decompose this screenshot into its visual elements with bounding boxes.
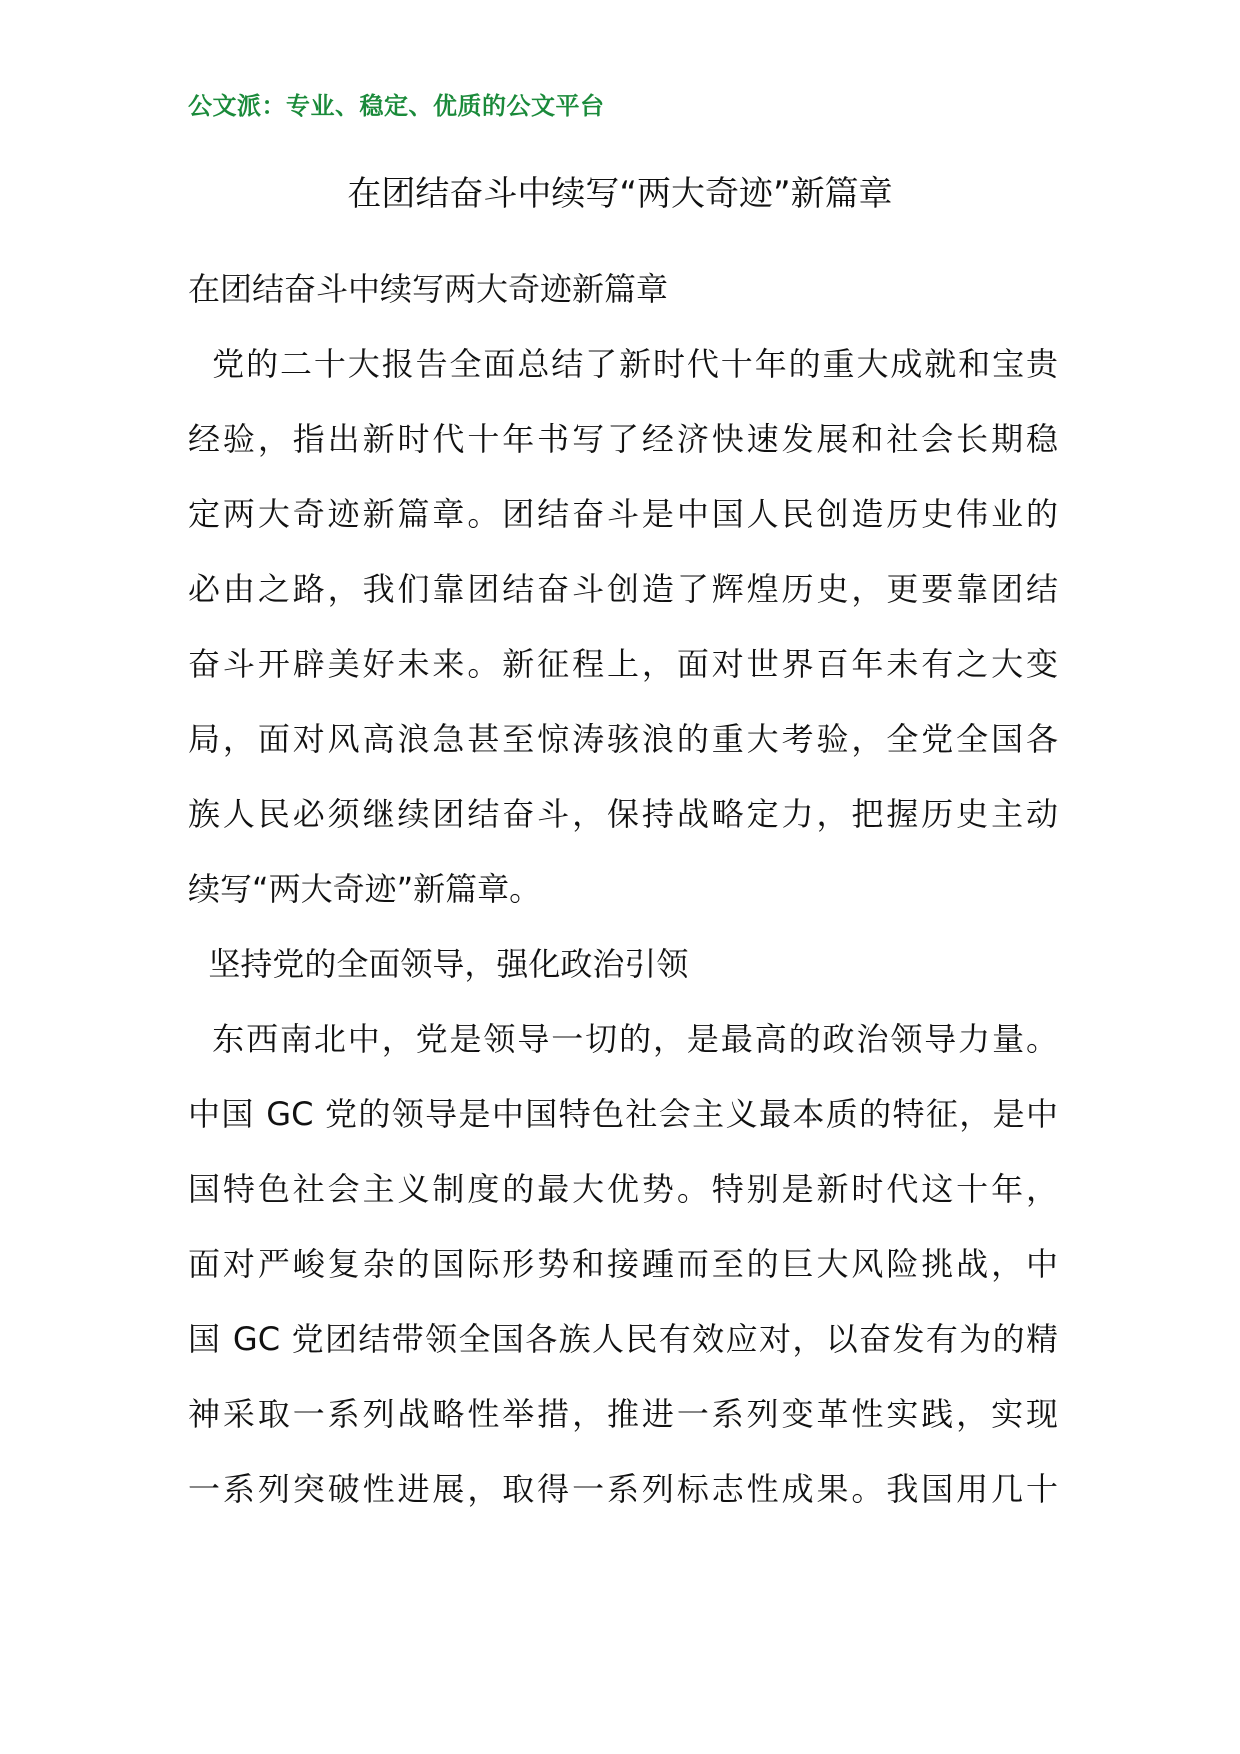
paragraph-line: 续写“两大奇迹”新篇章。 [188,870,542,908]
document-subtitle: 在团结奋斗中续写两大奇迹新篇章 [188,270,669,308]
paragraph-line: 经验，指出新时代十年书写了经济快速发展和社会长期稳 [188,420,1058,458]
paragraph-line: 一系列突破性进展，取得一系列标志性成果。我国用几十 [188,1470,1058,1508]
paragraph-line: 国 GC 党团结带领全国各族人民有效应对，以奋发有为的精 [188,1320,1058,1358]
paragraph-line: 面对严峻复杂的国际形势和接踵而至的巨大风险挑战，中 [188,1245,1058,1283]
paragraph-line: 必由之路，我们靠团结奋斗创造了辉煌历史，更要靠团结 [188,570,1058,608]
paragraph-line: 神采取一系列战略性举措，推进一系列变革性实践，实现 [188,1395,1058,1433]
section-heading: 坚持党的全面领导，强化政治引领 [188,945,689,983]
paragraph-line: 局，面对风高浪急甚至惊涛骇浪的重大考验，全党全国各 [188,720,1058,758]
document-body [188,252,1058,1527]
paragraph-line: 奋斗开辟美好未来。新征程上，面对世界百年未有之大变 [188,645,1058,683]
paragraph-line: 中国 GC 党的领导是中国特色社会主义最本质的特征，是中 [188,1095,1058,1133]
paragraph-line: 定两大奇迹新篇章。团结奋斗是中国人民创造历史伟业的 [188,495,1058,533]
paragraph-line: 东西南北中，党是领导一切的，是最高的政治领导力量。 [188,1020,1058,1058]
paragraph-line: 族人民必须继续团结奋斗，保持战略定力，把握历史主动 [188,795,1058,833]
paragraph-1 [188,327,1058,927]
paragraph-2 [188,1002,1058,1527]
site-slogan: 公文派：专业、稳定、优质的公文平台 [188,92,605,120]
document-title: 在团结奋斗中续写“两大奇迹”新篇章 [347,174,893,214]
paragraph-line: 党的二十大报告全面总结了新时代十年的重大成就和宝贵 [188,345,1058,383]
paragraph-line: 国特色社会主义制度的最大优势。特别是新时代这十年， [188,1170,1058,1208]
